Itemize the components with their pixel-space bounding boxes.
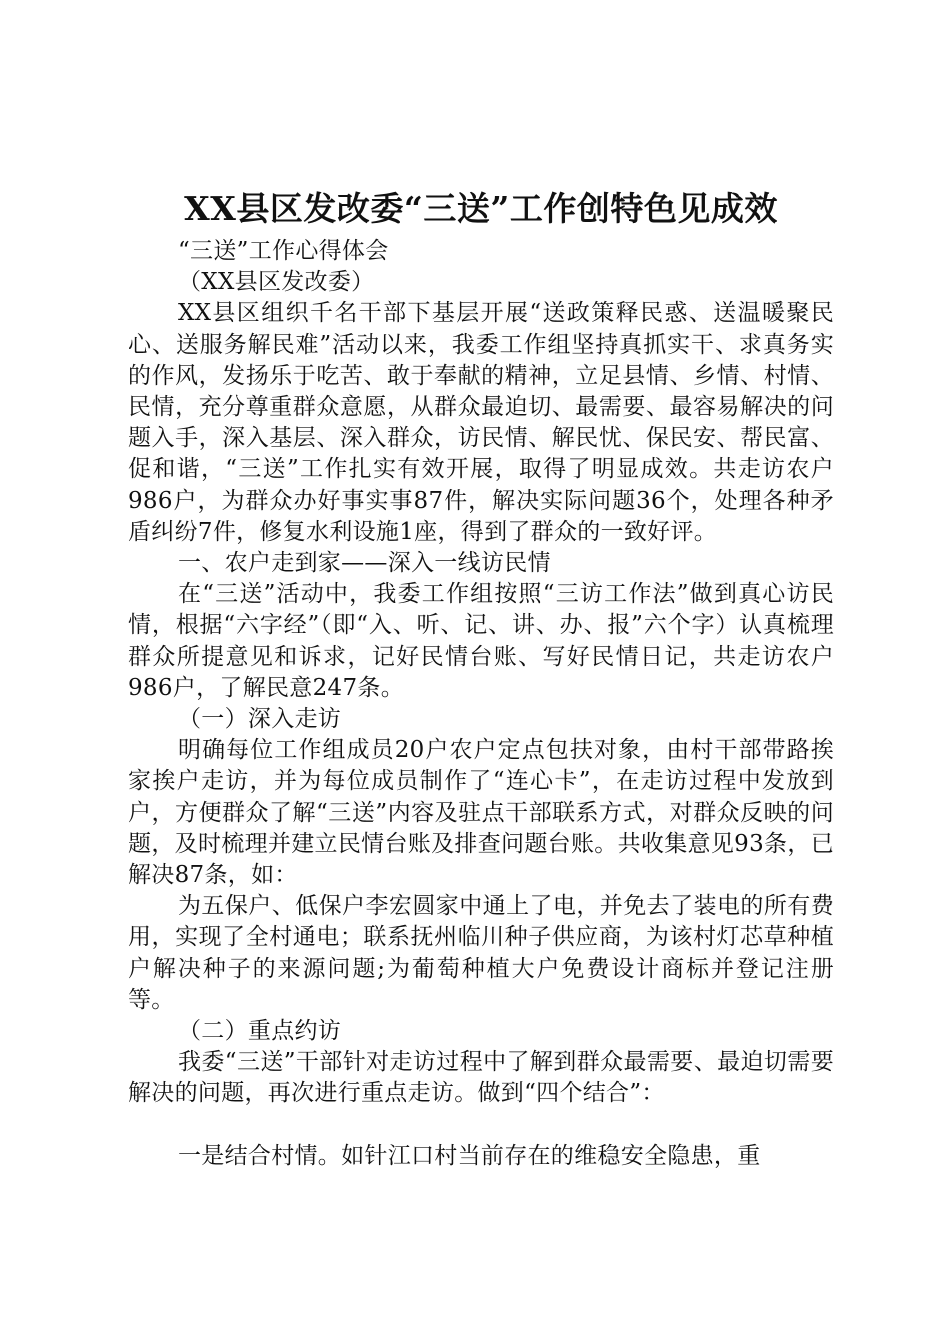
document-page [128,186,834,1172]
body-paragraph: 一是结合村情。如针江口村当前存在的维稳安全隐患，重 [178,1142,761,1169]
paragraph-gap [128,1110,834,1141]
document-subtitle: “三送”工作心得体会 [178,238,389,264]
subsection-heading-1: （一）深入走访 [178,706,342,733]
body-paragraph: 在“三送”活动中，我委工作组按照“三访工作法”做到真心访民情，根据“六字经”（即“入、听、记、讲、办、报”六个字）认真梳理群众所提意见和诉求，记好民情台账、写好民情日记，共走访农户986户，了解民意247条。 [128,581,834,701]
document-author: （XX县区发改委） [178,269,375,296]
section-heading-1: 一、农户走到家——深入一线访民情 [178,550,551,577]
document-title: XX县区发改委“三送”工作创特色见成效 [184,189,778,228]
body-paragraph: 我委“三送”干部针对走访过程中了解到群众最需要、最迫切需要解决的问题，再次进行重点走访。做到“四个结合”： [128,1049,834,1107]
body-paragraph: 为五保户、低保户李宏圆家中通上了电，并免去了装电的所有费用，实现了全村通电；联系抚州临川种子供应商，为该村灯芯草种植户解决种子的来源问题;为葡萄种植大户免费设计商标并登记注册等。 [128,893,834,1013]
subsection-heading-2: （二）重点约访 [178,1018,342,1045]
intro-paragraph: XX县区组织千名干部下基层开展“送政策释民惑、送温暖聚民心、送服务解民难”活动以来，我委工作组坚持真抓实干、求真务实的作风，发扬乐于吃苦、敢于奉献的精神，立足县情、乡情、村情、民情，充分尊重群众意愿，从群众最迫切、最需要、最容易解决的问题入手，深入基层、深入群众，访民情、解民忧、保民安、帮民富、促和谐，“三送”工作扎实有效开展，取得了明显成效。共走访农户986户，为群众办好事实事87件，解决实际问题36个，处理各种矛盾纠纷7件，修复水利设施1座，得到了群众的一致好评。 [128,300,834,545]
body-paragraph: 明确每位工作组成员20户农户定点包扶对象，由村干部带路挨家挨户走访，并为每位成员制作了“连心卡”，在走访过程中发放到户，方便群众了解“三送”内容及驻点干部联系方式，对群众反映的问题，及时梳理并建立民情台账及排查问题台账。共收集意见93条，已解决87条，如： [128,737,834,889]
